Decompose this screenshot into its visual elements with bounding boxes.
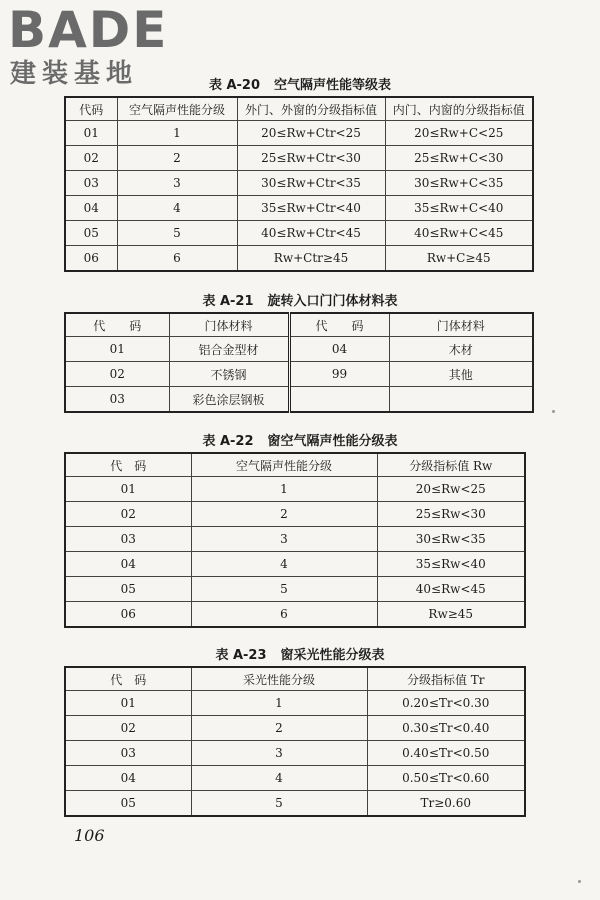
table-cell: 02 <box>65 502 191 527</box>
table-cell: Rw≥45 <box>377 602 525 628</box>
table-cell: Tr≥0.60 <box>367 791 525 817</box>
table-row <box>65 602 525 628</box>
table-row <box>65 196 533 221</box>
table-cell: Rw+Ctr≥45 <box>237 246 385 272</box>
table-a22 <box>64 452 526 628</box>
table-cell: 2 <box>191 716 367 741</box>
table-row <box>65 337 533 362</box>
table-cell: 30≤Rw+C<35 <box>385 171 533 196</box>
table-row <box>65 121 533 146</box>
table-cell: 1 <box>191 477 377 502</box>
table-cell: 01 <box>65 477 191 502</box>
table-a20-caption <box>0 74 600 93</box>
table-row <box>65 552 525 577</box>
table-cell: 2 <box>191 502 377 527</box>
table-a21-caption <box>0 290 600 309</box>
table-row <box>65 477 525 502</box>
table-cell: 03 <box>65 527 191 552</box>
table-number: 表 A-20 <box>208 78 261 93</box>
table-cell: 05 <box>65 577 191 602</box>
table-cell: 40≤Rw<45 <box>377 577 525 602</box>
table-cell: 25≤Rw+C<30 <box>385 146 533 171</box>
table-cell: 03 <box>65 741 191 766</box>
table-cell: 04 <box>65 196 117 221</box>
table-header-row <box>65 667 525 691</box>
header-cell: 分级指标值 Tr <box>367 667 525 691</box>
table-cell: 3 <box>191 741 367 766</box>
table-cell: Rw+C≥45 <box>385 246 533 272</box>
table-cell: 40≤Rw+C<45 <box>385 221 533 246</box>
table-cell: 03 <box>65 171 117 196</box>
header-cell: 采光性能分级 <box>191 667 367 691</box>
table-cell: 25≤Rw<30 <box>377 502 525 527</box>
table-row <box>65 502 525 527</box>
table-cell: 40≤Rw+Ctr<45 <box>237 221 385 246</box>
header-cell: 分级指标值 Rw <box>377 453 525 477</box>
header-cell: 内门、内窗的分级指标值 <box>385 97 533 121</box>
table-cell: 02 <box>65 146 117 171</box>
table-header-row <box>65 453 525 477</box>
table-cell: 02 <box>65 716 191 741</box>
table-row <box>65 791 525 817</box>
header-cell: 代 码 <box>289 313 389 337</box>
page-number: 106 <box>74 826 105 845</box>
table-a23-caption <box>0 644 600 663</box>
table-cell: 35≤Rw<40 <box>377 552 525 577</box>
table-row <box>65 691 525 716</box>
table-row <box>65 577 525 602</box>
table-cell: 木材 <box>389 337 533 362</box>
table-cell: 0.40≤Tr<0.50 <box>367 741 525 766</box>
table-row <box>65 716 525 741</box>
table-number: 表 A-22 <box>202 434 254 449</box>
table-cell: 1 <box>191 691 367 716</box>
table-cell: 06 <box>65 602 191 628</box>
header-cell: 外门、外窗的分级指标值 <box>237 97 385 121</box>
table-title: 窗空气隔声性能分级表 <box>267 434 398 449</box>
table-number: 表 A-21 <box>202 294 254 309</box>
table-cell: 20≤Rw<25 <box>377 477 525 502</box>
table-row <box>65 387 533 413</box>
table-cell: 0.30≤Tr<0.40 <box>367 716 525 741</box>
table-cell: 不锈钢 <box>169 362 289 387</box>
logo-brand: BADE <box>8 1 169 59</box>
table-a21 <box>64 312 534 413</box>
header-cell: 代码 <box>65 97 117 121</box>
table-row <box>65 246 533 272</box>
table-cell: 01 <box>65 121 117 146</box>
logo-subtitle: 建装基地 <box>10 59 139 89</box>
table-a20 <box>64 96 534 272</box>
table-cell: 1 <box>117 121 237 146</box>
table-cell: 05 <box>65 221 117 246</box>
table-cell: 4 <box>191 766 367 791</box>
table-cell: 彩色涂层钢板 <box>169 387 289 413</box>
table-cell: 05 <box>65 791 191 817</box>
table-row <box>65 221 533 246</box>
table-cell: 35≤Rw+Ctr<40 <box>237 196 385 221</box>
table-cell: 03 <box>65 387 169 413</box>
table-cell: 20≤Rw+C<25 <box>385 121 533 146</box>
table-cell: 02 <box>65 362 169 387</box>
table-cell: 5 <box>117 221 237 246</box>
table-cell: 5 <box>191 791 367 817</box>
scan-speck <box>552 410 555 413</box>
table-cell: 04 <box>65 552 191 577</box>
table-cell: 2 <box>117 146 237 171</box>
table-cell: 3 <box>117 171 237 196</box>
table-cell: 6 <box>117 246 237 272</box>
table-row <box>65 146 533 171</box>
table-cell <box>389 387 533 413</box>
table-row <box>65 171 533 196</box>
table-cell: 01 <box>65 337 169 362</box>
table-cell: 30≤Rw<35 <box>377 527 525 552</box>
table-header-row <box>65 97 533 121</box>
table-cell <box>289 387 389 413</box>
table-cell: 3 <box>191 527 377 552</box>
header-cell: 代 码 <box>65 313 169 337</box>
table-cell: 06 <box>65 246 117 272</box>
table-cell: 4 <box>117 196 237 221</box>
table-row <box>65 362 533 387</box>
scan-speck <box>578 880 581 883</box>
header-cell: 代 码 <box>65 453 191 477</box>
table-cell: 01 <box>65 691 191 716</box>
table-cell: 04 <box>289 337 389 362</box>
table-title: 空气隔声性能等级表 <box>274 78 392 93</box>
header-cell: 空气隔声性能分级 <box>191 453 377 477</box>
header-cell: 门体材料 <box>389 313 533 337</box>
header-cell: 空气隔声性能分级 <box>117 97 237 121</box>
table-cell: 其他 <box>389 362 533 387</box>
header-cell: 代 码 <box>65 667 191 691</box>
table-a22-caption <box>0 430 600 449</box>
header-cell: 门体材料 <box>169 313 289 337</box>
table-row <box>65 741 525 766</box>
table-title: 旋转入口门门体材料表 <box>267 294 398 309</box>
table-header-row <box>65 313 533 337</box>
table-title: 窗采光性能分级表 <box>280 648 385 663</box>
table-cell: 0.20≤Tr<0.30 <box>367 691 525 716</box>
table-cell: 4 <box>191 552 377 577</box>
table-row <box>65 766 525 791</box>
table-row <box>65 527 525 552</box>
table-cell: 5 <box>191 577 377 602</box>
table-cell: 铝合金型材 <box>169 337 289 362</box>
table-cell: 6 <box>191 602 377 628</box>
table-cell: 30≤Rw+Ctr<35 <box>237 171 385 196</box>
table-cell: 20≤Rw+Ctr<25 <box>237 121 385 146</box>
table-cell: 25≤Rw+Ctr<30 <box>237 146 385 171</box>
table-cell: 99 <box>289 362 389 387</box>
table-number: 表 A-23 <box>215 648 267 663</box>
table-a23 <box>64 666 526 817</box>
table-cell: 0.50≤Tr<0.60 <box>367 766 525 791</box>
table-cell: 04 <box>65 766 191 791</box>
table-cell: 35≤Rw+C<40 <box>385 196 533 221</box>
